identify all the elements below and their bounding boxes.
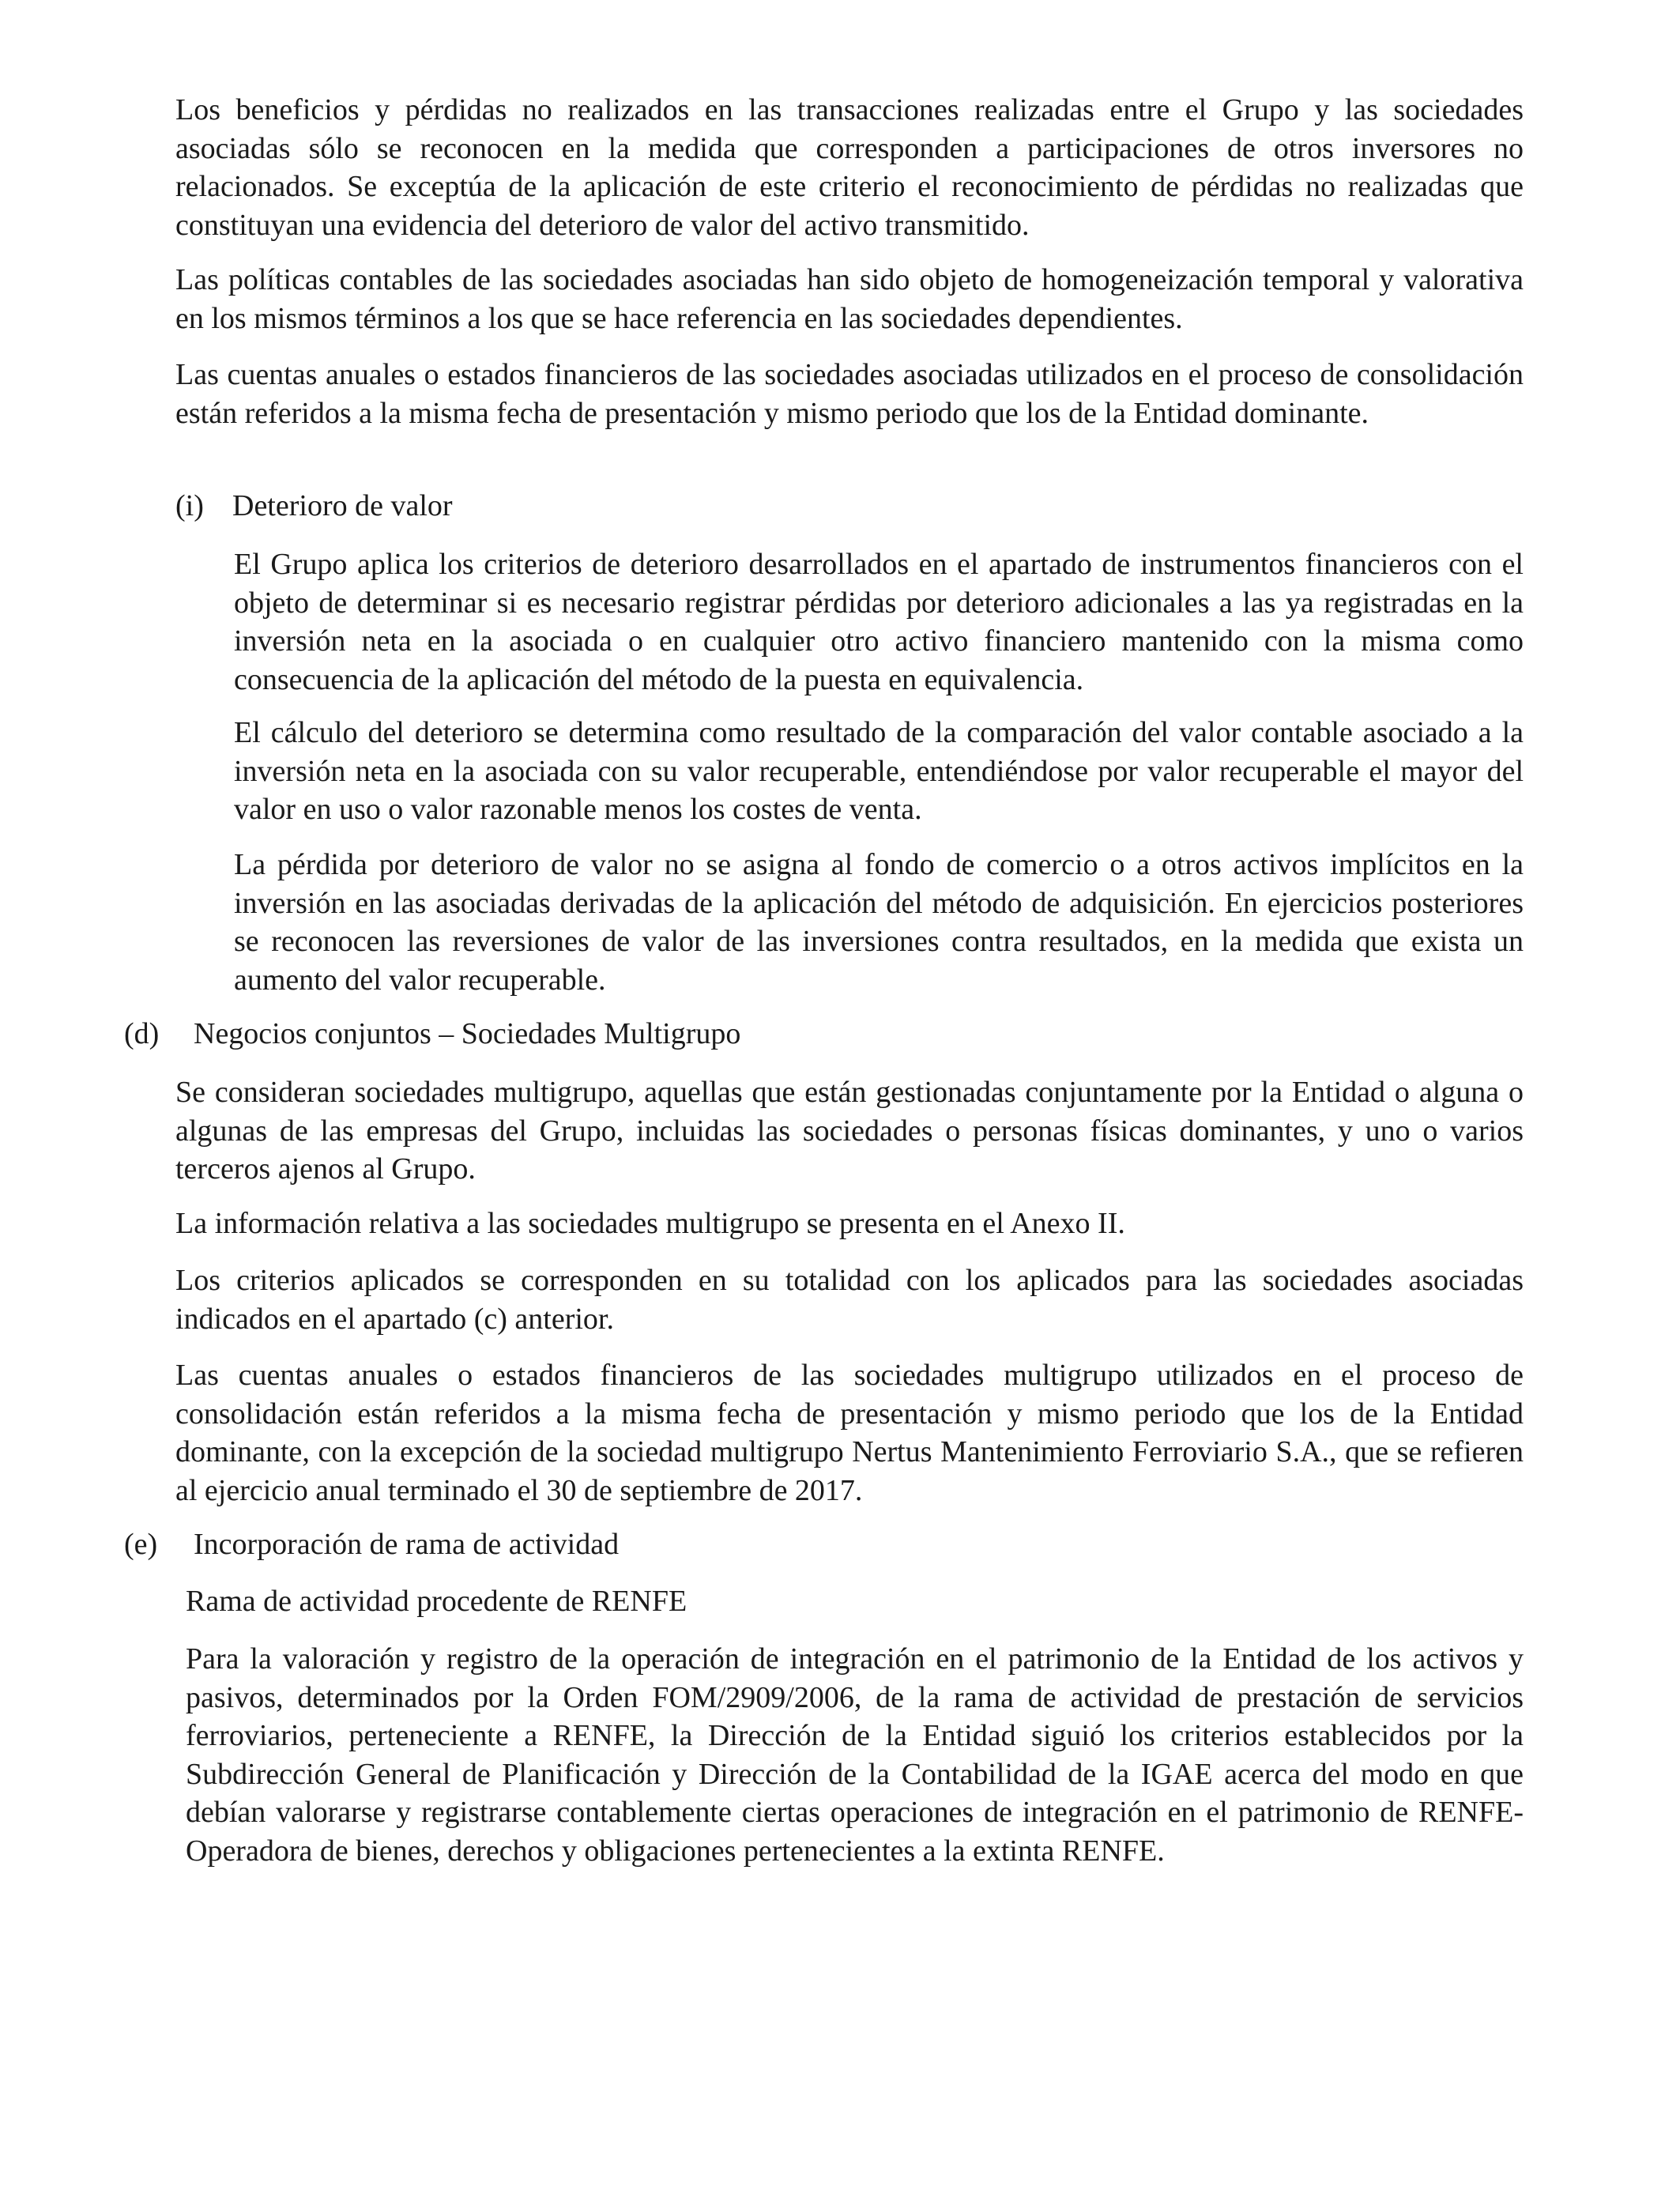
intro-paragraph-2: Las políticas contables de las sociedades asociadas han sido objeto de homogeneización temporal y valorativa en los mismos términos a los que se hace referencia en las sociedades dependientes. <box>175 263 1524 335</box>
section-e-subtitle: Rama de actividad procedente de RENFE <box>186 1585 687 1618</box>
section-d-marker: (d) <box>124 1017 160 1050</box>
section-d-paragraph-4: Las cuentas anuales o estados financieros de las sociedades multigrupo utilizados en el proceso de consolidación están referidos a la misma fecha de presentación y mismo periodo que los de la Entidad dominante, con la excepción de la sociedad multigrupo Nertus Mantenimiento Ferroviario S.A., que se refieren al ejercicio anual terminado el 30 de septiembre de 2017. <box>175 1359 1524 1507</box>
section-i-paragraph-3: La pérdida por deterioro de valor no se asigna al fondo de comercio o a otros activos implícitos en la inversión en las asociadas derivadas de la aplicación del método de adquisición. En ejercicios posteriores se reconocen las reversiones de valor de las inversiones contra resultados, en la medida que exista un aumento del valor recuperable. <box>234 848 1524 997</box>
section-d-paragraph-1: Se consideran sociedades multigrupo, aquellas que están gestionadas conjuntamente por la Entidad o alguna o algunas de las empresas del Grupo, incluidas las sociedades o personas físicas dominantes, y uno o varios terceros ajenos al Grupo. <box>175 1076 1524 1186</box>
section-d-title: Negocios conjuntos – Sociedades Multigrupo <box>194 1017 741 1050</box>
section-i-marker: (i) <box>175 489 204 522</box>
section-e-marker: (e) <box>124 1528 158 1561</box>
section-e-title: Incorporación de rama de actividad <box>194 1528 620 1561</box>
section-i-heading <box>175 487 453 526</box>
section-i-paragraph-2: El cálculo del deterioro se determina como resultado de la comparación del valor contable asociado a la inversión neta en la asociada con su valor recuperable, entendiéndose por valor recuperable el mayor del valor en uso o valor razonable menos los costes de venta. <box>234 716 1524 826</box>
section-e-paragraph-1: Para la valoración y registro de la operación de integración en el patrimonio de la Entidad de los activos y pasivos, determinados por la Orden FOM/2909/2006, de la rama de actividad de prestación de servicios ferroviarios, perteneciente a RENFE, la Dirección de la Entidad siguió los criterios establecidos por la Subdirección General de Planificación y Dirección de la Contabilidad de la IGAE acerca del modo en que debían valorarse y registrarse contablemente ciertas operaciones de integración en el patrimonio de RENFE-Operadora de bienes, derechos y obligaciones pertenecientes a la extinta RENFE. <box>186 1642 1524 1868</box>
section-i-title: Deterioro de valor <box>232 489 453 522</box>
section-d-paragraph-3: Los criterios aplicados se corresponden en su totalidad con los aplicados para las sociedades asociadas indicados en el apartado (c) anterior. <box>175 1264 1524 1336</box>
section-d-paragraph-2: La información relativa a las sociedades multigrupo se presenta en el Anexo II. <box>175 1207 1125 1240</box>
intro-paragraph-1: Los beneficios y pérdidas no realizados en las transacciones realizadas entre el Grupo y las sociedades asociadas sólo se reconocen en la medida que corresponden a participaciones de otros inversores no relacionados. Se exceptúa de la aplicación de este criterio el reconocimiento de pérdidas no realizadas que constituyan una evidencia del deterioro de valor del activo transmitido. <box>175 93 1524 242</box>
section-e-heading <box>124 1525 619 1564</box>
intro-paragraph-3: Las cuentas anuales o estados financieros de las sociedades asociadas utilizados en el proceso de consolidación están referidos a la misma fecha de presentación y mismo periodo que los de la Entidad dominante. <box>175 358 1524 430</box>
section-d-heading <box>124 1015 740 1054</box>
section-i-paragraph-1: El Grupo aplica los criterios de deterioro desarrollados en el apartado de instrumentos financieros con el objeto de determinar si es necesario registrar pérdidas por deterioro adicionales a las ya registradas en la inversión neta en la asociada o en cualquier otro activo financiero mantenido con la misma como consecuencia de la aplicación del método de la puesta en equivalencia. <box>234 548 1524 696</box>
